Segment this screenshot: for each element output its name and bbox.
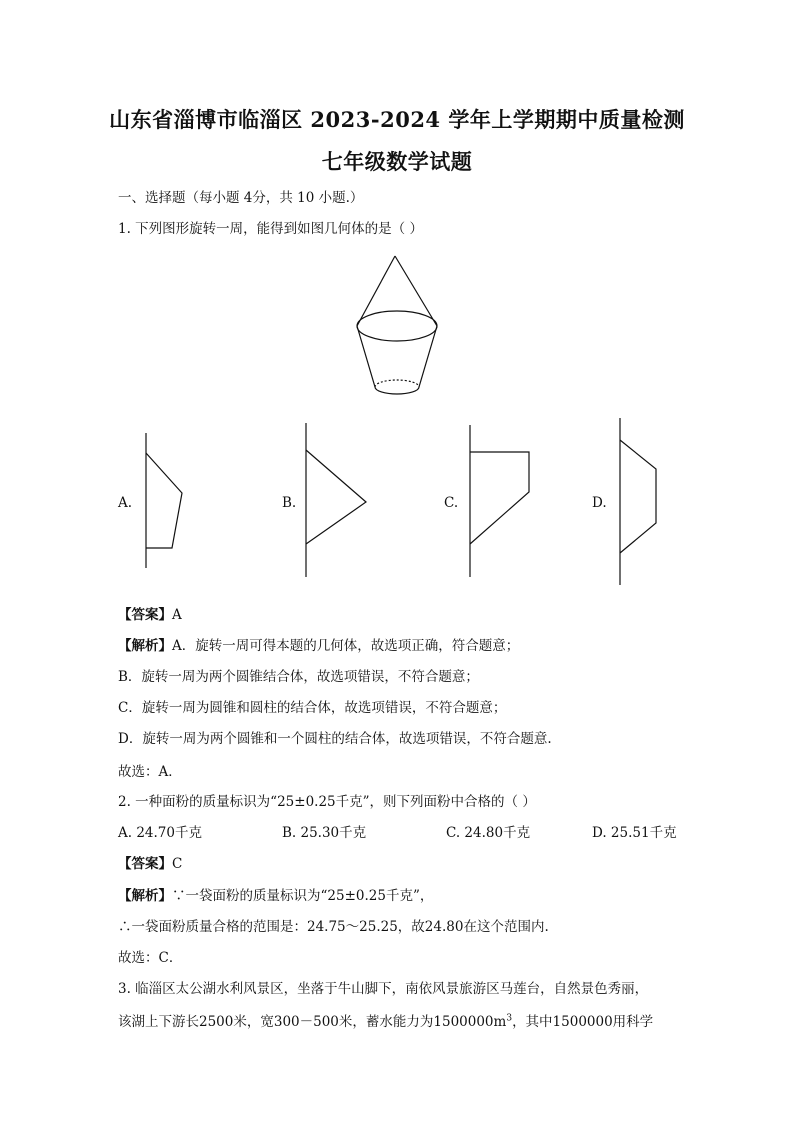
analysis-text: A．旋转一周可得本题的几何体，故选项正确，符合题意；: [172, 638, 520, 654]
section-heading: 一、选择题（每小题 4分，共 10 小题.）: [118, 190, 364, 206]
q2-analysis-line2: ∴一袋面粉质量合格的范围是：24.75～25.25，故24.80在这个范围内.: [118, 919, 549, 935]
q2-option-d[interactable]: D. 25.51千克: [592, 825, 677, 841]
q1-analysis-line3: C．旋转一周为圆锥和圆柱的结合体，故选项错误，不符合题意；: [118, 700, 507, 716]
q1-analysis-line1: [118, 634, 519, 654]
cone-left-edge: [357, 256, 395, 326]
answer-label: 【答案】: [118, 607, 172, 623]
shape-outline: [306, 450, 366, 544]
question-3-line2: [118, 1010, 653, 1030]
middle-ellipse: [357, 311, 437, 341]
q2-option-c[interactable]: C. 24.80千克: [446, 825, 531, 841]
page-title-line1: 山东省淄博市临淄区 2023-2024 学年上学期期中质量检测: [109, 107, 685, 132]
q2-option-a[interactable]: A. 24.70千克: [118, 825, 202, 841]
analysis-text: ∵一袋面粉的质量标识为“25±0.25千克”，: [172, 888, 434, 904]
cone-right-edge: [395, 256, 437, 326]
q2-conclusion: 故选：C．: [118, 950, 183, 966]
q1-option-b-figure[interactable]: [296, 420, 376, 580]
shape-outline: [620, 440, 656, 553]
q2-analysis-line1: [118, 884, 433, 904]
q1-option-a-figure[interactable]: [136, 428, 196, 578]
q1-conclusion: 故选：A．: [118, 764, 182, 780]
q3-superscript: 3: [506, 1013, 513, 1024]
answer-label: 【答案】: [118, 856, 172, 872]
question-3-line1: 3. 临淄区太公湖水利风景区，坐落于牛山脚下，南依风景旅游区马莲台，自然景色秀丽，: [118, 981, 649, 997]
shape-outline: [146, 453, 182, 548]
q1-analysis-line4: D．旋转一周为两个圆锥和一个圆柱的结合体，故选项错误，不符合题意.: [118, 731, 552, 747]
q1-option-c-figure[interactable]: [460, 420, 540, 580]
q3-text-b: ，其中1500000用科学: [512, 1014, 654, 1030]
q1-solid-figure: [340, 248, 460, 408]
q3-text-a: 该湖上下游长2500米，宽300－500米，蓄水能力为1500000m: [118, 1014, 507, 1030]
answer-value: A: [172, 607, 182, 623]
bottom-ellipse-back: [375, 380, 419, 387]
q2-answer: [118, 852, 182, 872]
answer-value: C: [172, 856, 183, 872]
q1-option-b-label[interactable]: B.: [282, 495, 297, 511]
shape-outline: [470, 452, 529, 544]
analysis-label: 【解析】: [118, 638, 172, 654]
q1-option-d-label[interactable]: D.: [592, 495, 607, 511]
q1-analysis-line2: B．旋转一周为两个圆锥结合体，故选项错误，不符合题意；: [118, 669, 479, 685]
question-1-stem: 1. 下列图形旋转一周，能得到如图几何体的是（ ）: [118, 221, 423, 237]
q1-option-a-label[interactable]: A.: [118, 495, 133, 511]
bottom-ellipse-front: [375, 387, 419, 394]
question-2-stem: 2. 一种面粉的质量标识为“25±0.25千克”，则下列面粉中合格的（ ）: [118, 794, 536, 810]
q1-option-c-label[interactable]: C.: [444, 495, 459, 511]
q1-option-d-figure[interactable]: [610, 415, 670, 590]
q2-option-b[interactable]: B. 25.30千克: [282, 825, 367, 841]
page-title-line2: 七年级数学试题: [321, 149, 473, 174]
analysis-label: 【解析】: [118, 888, 172, 904]
q1-answer: [118, 603, 182, 623]
